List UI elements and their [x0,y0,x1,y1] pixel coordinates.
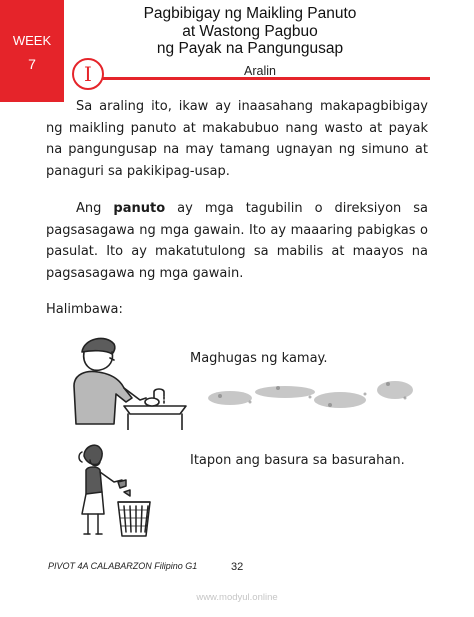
example-2-text: Itapon ang basura sa basurahan. [190,453,405,468]
page-title [100,5,400,58]
girl-throwing-trash-illustration [78,440,158,540]
title-line-1: Pagbibigay ng Maikling Panuto [143,5,357,22]
title-line-3: ng Payak na Pangungusap [156,40,344,57]
title-line-2: at Wastong Pagbuo [182,22,318,40]
page-number: 32 [231,561,244,573]
definition-paragraph [46,198,428,284]
week-number: 7 [28,56,36,72]
section-roman-numeral: I [72,58,104,90]
watermark: www.modyul.online [196,592,278,603]
definition-term: panuto [113,201,166,216]
definition-text: ay mga tagubilin o direksiyon sa pagsasagawa ng mga gawain. Ito ay maaaring pabigkas o pasulat. Ito ay makatutulong sa mabilis at maayos na pagsasagawa ng mga gawain. [46,201,429,281]
footer-source: PIVOT 4A CALABARZON Filipino G1 [48,561,198,571]
week-badge [0,0,64,102]
definition-prefix: Ang [76,201,102,216]
example-1-text: Maghugas ng kamay. [190,351,328,366]
section-label: Aralin [244,64,276,78]
week-label: WEEK [12,33,52,48]
boy-washing-hands-illustration [68,330,188,430]
intro-paragraph-text: Sa araling ito, ikaw ay inaasahang makapagbibigay ng maikling panuto at makabubuo nang wasto at payak na pangungusap na may tamang ugnayan ng simuno at panaguri sa pakikipag-usap. [46,99,428,179]
scan-smudge [190,370,420,420]
intro-paragraph [46,96,428,182]
examples-heading: Halimbawa: [46,302,123,317]
